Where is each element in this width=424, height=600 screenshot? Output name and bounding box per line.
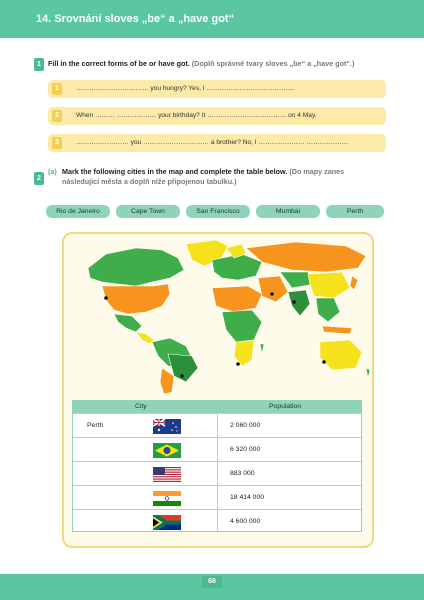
map-region-australia [320, 340, 362, 370]
city-marker-cape-town [236, 362, 240, 366]
city-chip-rio[interactable]: Rio de Janeiro [46, 205, 110, 218]
row-number: 2 [52, 110, 62, 122]
map-region-north-africa [212, 286, 262, 312]
section-1-instruction [48, 59, 354, 69]
table-row [73, 509, 361, 533]
map-region-new-zealand [366, 368, 370, 378]
exercise-row-2 [48, 107, 386, 125]
population-cell: 883 000 [230, 470, 255, 477]
city-marker-san-francisco [104, 296, 108, 300]
city-cell[interactable]: Perth [87, 422, 104, 429]
usa-flag [153, 467, 181, 482]
city-marker-mumbai [292, 300, 296, 304]
table-row [73, 461, 361, 485]
map-region-usa [102, 284, 170, 314]
exercise-row-1 [48, 80, 386, 98]
south-africa-flag [153, 515, 181, 530]
city-chip-mumbai[interactable]: Mumbai [256, 205, 320, 218]
population-cell: 2 060 000 [230, 422, 261, 429]
row-number: 1 [52, 83, 62, 95]
map-region-south-america-south [160, 368, 174, 394]
city-chip-perth[interactable]: Perth [326, 205, 384, 218]
city-chip-san-francisco[interactable]: San Francisco [186, 205, 250, 218]
map-region-southern-africa [234, 340, 254, 366]
page-number: 68 [202, 576, 222, 588]
map-region-russia [246, 242, 366, 272]
map-region-mexico [114, 314, 142, 332]
section-1-badge: 1 [34, 58, 44, 71]
city-table [72, 400, 362, 532]
map-region-central-america [136, 332, 154, 344]
table-header [73, 401, 361, 413]
map-region-madagascar [260, 344, 264, 354]
exercise-row-3 [48, 134, 386, 152]
col-city-header: City [135, 403, 147, 410]
row-text[interactable]: …………………… you ………………………… a brother? No, I ………………… ………………. [76, 139, 348, 146]
population-cell: 4 600 000 [230, 518, 261, 525]
table-row [73, 437, 361, 461]
population-cell: 18 414 000 [230, 494, 265, 501]
city-marker-perth [322, 360, 326, 364]
map-region-japan [350, 276, 358, 290]
col-population-header: Population [269, 403, 302, 410]
page-header [0, 0, 424, 38]
population-cell: 6 320 000 [230, 446, 261, 453]
section-2-instruction [62, 167, 392, 187]
map-region-middle-east [258, 276, 288, 302]
row-number: 3 [52, 137, 62, 149]
table-row [73, 485, 361, 509]
map-region-indonesia [322, 326, 352, 334]
australia-flag [153, 419, 181, 434]
world-map[interactable] [66, 236, 372, 396]
city-marker-middle-east [270, 292, 274, 296]
row-text[interactable]: …………………………… you hungry? Yes, I …………………………………. [76, 85, 295, 92]
map-region-india [288, 290, 310, 316]
section-2-instruction-hint-2: následující města a doplň níže připojenou tabulku.) [62, 177, 237, 186]
row-text[interactable]: When ……… ……………… your birthday? It ……………………………… on 4 May. [76, 112, 317, 119]
table-row [73, 413, 361, 437]
city-chip-cape-town[interactable]: Cape Town [116, 205, 180, 218]
map-region-china [308, 272, 350, 298]
section-2-sub-label: (a) [48, 167, 57, 176]
brazil-flag [153, 443, 181, 458]
page-title: 14. Srovnání sloves „be“ a „have got“ [36, 13, 235, 25]
map-region-southeast-asia [316, 298, 340, 322]
section-2-badge: 2 [34, 172, 44, 185]
india-flag [153, 491, 181, 506]
map-region-canada [88, 248, 184, 286]
section-1-instruction-main: Fill in the correct forms of be or have got. [48, 59, 190, 68]
section-1-instruction-hint: (Doplň správné tvary sloves „be“ a „have got“.) [191, 59, 355, 68]
section-2-instruction-main: Mark the following cities in the map and complete the table below. [62, 167, 288, 176]
section-2-instruction-hint-1: (Do mapy zanes [289, 167, 345, 176]
map-region-central-africa [222, 310, 262, 342]
city-marker-rio [180, 374, 184, 378]
